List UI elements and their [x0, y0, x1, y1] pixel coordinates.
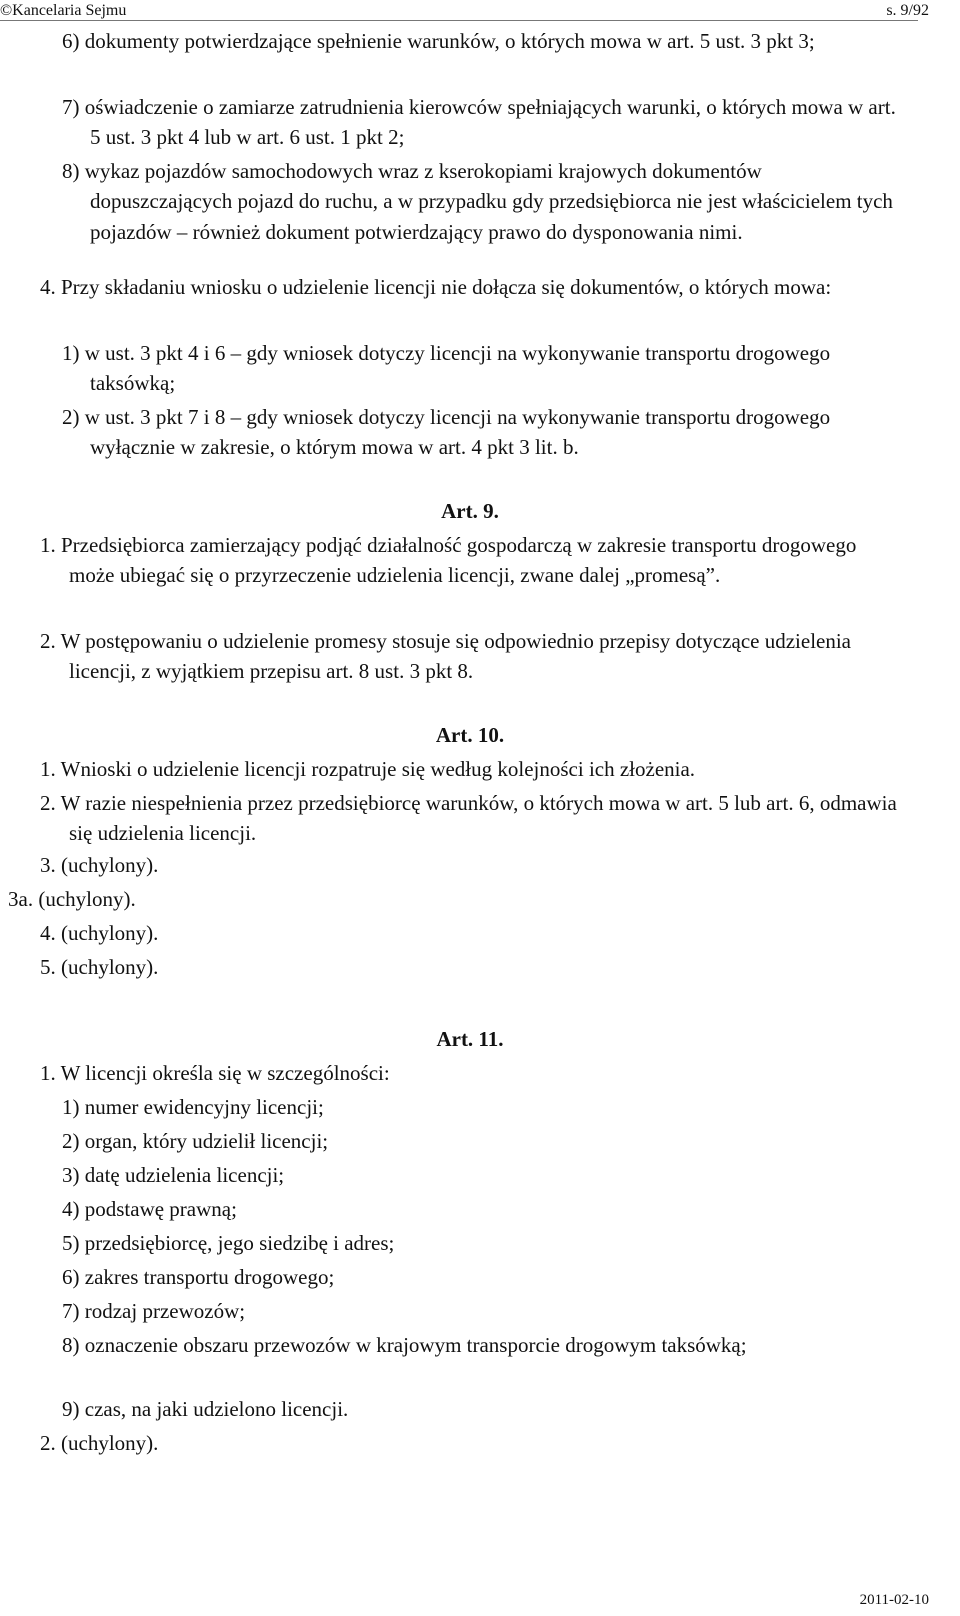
article-11-paragraph-2: 2. (uchylony).	[40, 1431, 159, 1455]
list-item-8: 8) wykaz pojazdów samochodowych wraz z kserokopiami krajowych dokumentów dopuszczających pojazd do ruchu, a w przypadku gdy przedsiębiorca nie jest właścicielem tych pojazdów – również dokument potwierdzający prawo do dysponowania nimi.	[62, 159, 893, 244]
article-10-paragraph-2: 2. W razie niespełnienia przez przedsiębiorcę warunków, o których mowa w art. 5 lub art. 6, odmawia się udzielenia licencji.	[40, 791, 897, 846]
list-item-6: 6) dokumenty potwierdzające spełnienie warunków, o których mowa w art. 5 ust. 3 pkt 3;	[62, 29, 815, 53]
article-11-item-4: 4) podstawę prawną;	[62, 1197, 237, 1221]
article-11-heading: Art. 11.	[436, 1027, 504, 1051]
article-11-item-7: 7) rodzaj przewozów;	[62, 1299, 246, 1323]
header-divider	[0, 20, 918, 21]
article-10-paragraph-1: 1. Wnioski o udzielenie licencji rozpatruje się według kolejności ich złożenia.	[40, 757, 696, 781]
article-11-item-3: 3) datę udzielenia licencji;	[62, 1163, 285, 1187]
article-9-heading: Art. 9.	[441, 499, 499, 523]
header-page-number: s. 9/92	[886, 2, 929, 19]
article-10-paragraph-3: 3. (uchylony).	[40, 853, 159, 877]
article-10-paragraph-4: 4. (uchylony).	[40, 921, 159, 945]
article-10-heading: Art. 10.	[435, 723, 505, 747]
paragraph-ust-4: 4. Przy składaniu wniosku o udzielenie licencji nie dołącza się dokumentów, o których mowa:	[40, 275, 832, 299]
ust-4-item-2: 2) w ust. 3 pkt 7 i 8 – gdy wniosek dotyczy licencji na wykonywanie transportu drogowego wyłącznie w zakresie, o którym mowa w art. 4 pkt 3 lit. b.	[62, 405, 831, 460]
article-11-item-5: 5) przedsiębiorcę, jego siedzibę i adres;	[62, 1231, 395, 1255]
article-11-item-8: 8) oznaczenie obszaru przewozów w krajowym transporcie drogowym taksówką;	[62, 1333, 747, 1357]
article-9-paragraph-1: 1. Przedsiębiorca zamierzający podjąć działalność gospodarczą w zakresie transportu drogowego może ubiegać się o przyrzeczenie udzielenia licencji, zwane dalej „promesą”.	[40, 533, 857, 588]
article-11-paragraph-1: 1. W licencji określa się w szczególności:	[40, 1061, 390, 1085]
article-11-item-2: 2) organ, który udzielił licencji;	[62, 1129, 329, 1153]
ust-4-item-1: 1) w ust. 3 pkt 4 i 6 – gdy wniosek dotyczy licencji na wykonywanie transportu drogowego taksówką;	[62, 341, 831, 396]
article-11-item-6: 6) zakres transportu drogowego;	[62, 1265, 335, 1289]
header-publisher: ©Kancelaria Sejmu	[0, 2, 127, 19]
list-item-7: 7) oświadczenie o zamiarze zatrudnienia kierowców spełniających warunki, o których mowa w art. 5 ust. 3 pkt 4 lub w art. 6 ust. 1 pkt 2;	[62, 95, 896, 150]
article-11-item-9: 9) czas, na jaki udzielono licencji.	[62, 1397, 349, 1421]
article-10-paragraph-3a: 3a. (uchylony).	[8, 887, 136, 911]
footer-date: 2011-02-10	[859, 1592, 929, 1609]
article-9-paragraph-2: 2. W postępowaniu o udzielenie promesy stosuje się odpowiednio przepisy dotyczące udzielenia licencji, z wyjątkiem przepisu art. 8 ust. 3 pkt 8.	[40, 629, 852, 684]
article-10-paragraph-5: 5. (uchylony).	[40, 955, 159, 979]
article-11-item-1: 1) numer ewidencyjny licencji;	[62, 1095, 324, 1119]
